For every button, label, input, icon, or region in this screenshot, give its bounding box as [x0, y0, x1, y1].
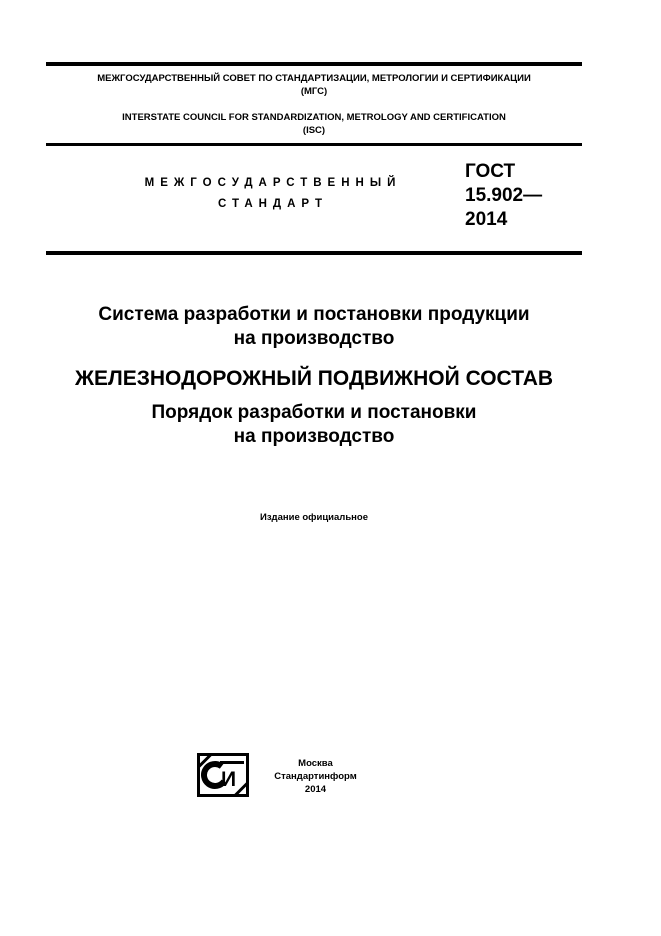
council-en-abbr: (ISC): [302, 125, 326, 136]
publisher-city: Москва: [298, 758, 333, 769]
subtitle-line1: Порядок разработки и постановки: [151, 402, 477, 423]
svg-text:И: И: [221, 768, 237, 791]
subtitle-line2: на производство: [233, 426, 395, 447]
standard-code: [465, 160, 542, 232]
standartinform-logo-icon: [197, 753, 249, 797]
standard-label-line1: МЕЖГОСУДАРСТВЕННЫЙ: [144, 177, 402, 189]
council-name-en: [46, 111, 582, 137]
system-title-line1: Система разработки и постановки продукции: [98, 304, 530, 325]
council-en-line1: INTERSTATE COUNCIL FOR STANDARDIZATION, METROLOGY AND CERTIFICATION: [122, 112, 506, 123]
bottom-rule: [46, 251, 582, 255]
council-name-ru: [46, 72, 582, 98]
standard-label-line2: СТАНДАРТ: [218, 198, 328, 210]
publisher-info: [258, 757, 373, 796]
council-ru-abbr: (МГС): [300, 86, 328, 97]
standard-code-number: 15.902—: [465, 185, 543, 206]
system-title: [46, 303, 582, 351]
standard-code-year: 2014: [465, 209, 508, 230]
subtitle: [46, 401, 582, 449]
standard-code-prefix: ГОСТ: [465, 161, 516, 182]
system-title-line2: на производство: [233, 328, 395, 349]
main-title: ЖЕЛЕЗНОДОРОЖНЫЙ ПОДВИЖНОЙ СОСТАВ: [74, 367, 554, 390]
top-rule: [46, 62, 582, 66]
edition-note: Издание официальное: [260, 512, 368, 523]
publisher-name: Стандартинформ: [274, 771, 357, 782]
council-ru-line1: МЕЖГОСУДАРСТВЕННЫЙ СОВЕТ ПО СТАНДАРТИЗАЦИИ, МЕТРОЛОГИИ И СЕРТИФИКАЦИИ: [97, 73, 531, 84]
middle-rule: [46, 143, 582, 146]
publication-year: 2014: [304, 784, 327, 795]
